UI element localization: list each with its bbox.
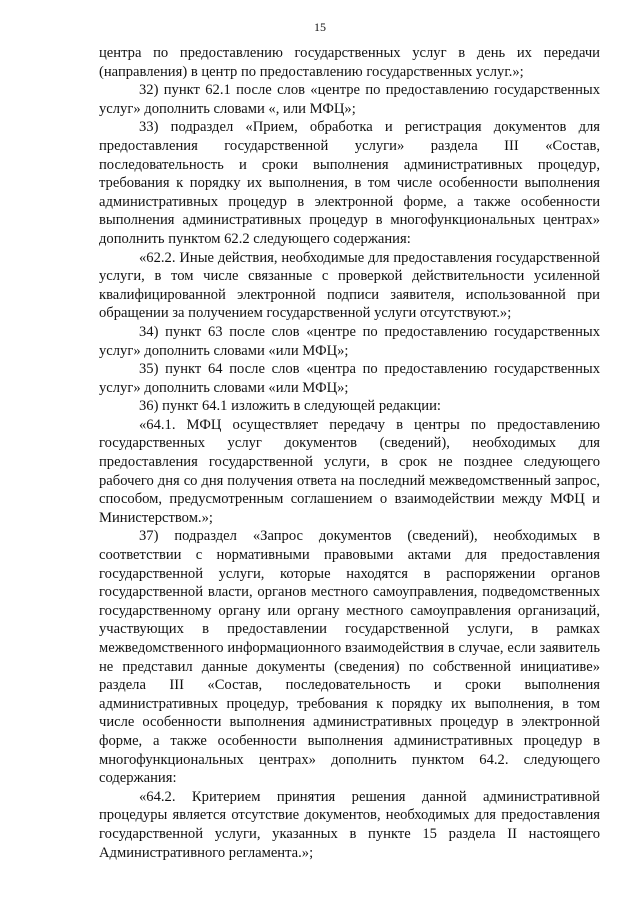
paragraph-continuation: центра по предоставлению государственных услуг в день их передачи (направления) в центр по предоставлению государственных услуг.»; [99,45,600,80]
paragraph-item-32: 32) пункт 62.1 после слов «центре по предоставлению государственных услуг» дополнить словами «, или МФЦ»; [99,82,600,117]
paragraph-quote-62-2: «62.2. Иные действия, необходимые для предоставления государственной услуги, в том числе связанные с проверкой действительности усиленной квалифицированной электронной подписи заявителя, использованной при обращении за получением государственной услуги отсутствуют.»; [99,249,600,322]
paragraph-quote-64-2: «64.2. Критерием принятия решения данной административной процедуры является отсутствие документов, необходимых для предоставления государственной услуги, указанных в пункте 15 раздела II настоящего Административного регламента.»; [99,788,600,861]
paragraph-item-36: 36) пункт 64.1 изложить в следующей редакции: [139,398,441,415]
page-number: 15 [314,20,326,34]
paragraph-quote-64-1: «64.1. МФЦ осуществляет передачу в центры по предоставлению государственных услуг документов (сведений), необходимых для предоставления государственной услуги, в срок не позднее следующего рабочего дня со дня получения ответа на последний межведомственный запрос, способом, предусмотренным соглашением о взаимодействии между МФЦ и Министерством.»; [99,416,600,526]
paragraph-item-33: 33) подраздел «Прием, обработка и регистрация документов для предоставления государственной услуги» раздела III «Состав, последовательность и сроки выполнения административных процедур, требования к порядку их выполнения, в том числе особенности выполнения административных процедур в электронной форме, а также особенности выполнения административных процедур в многофункциональных центрах» дополнить пунктом 62.2 следующего содержания: [99,119,600,247]
document-body [99,44,600,862]
paragraph-item-37: 37) подраздел «Запрос документов (сведений), необходимых в соответствии с нормативными правовыми актами для предоставления государственной услуги, которые находятся в распоряжении органов государственной власти, органов местного самоуправления, подведомственных государственному органу или органу местного самоуправления организаций, участвующих в предоставлении государственной услуги, в рамках межведомственного информационного взаимодействия в случае, если заявитель не представил данные документы (сведения) по собственной инициативе» раздела III «Состав, последовательность и сроки выполнения административных процедур, требования к порядку их выполнения, в том числе особенности выполнения административных процедур в электронной форме, а также особенности выполнения административных процедур в многофункциональных центрах» дополнить пунктом 64.2. следующего содержания: [99,528,600,787]
paragraph-item-34: 34) пункт 63 после слов «центре по предоставлению государственных услуг» дополнить словами «или МФЦ»; [99,323,600,359]
paragraph-item-35: 35) пункт 64 после слов «центра по предоставлению государственных услуг» дополнить словами «или МФЦ»; [99,361,600,396]
